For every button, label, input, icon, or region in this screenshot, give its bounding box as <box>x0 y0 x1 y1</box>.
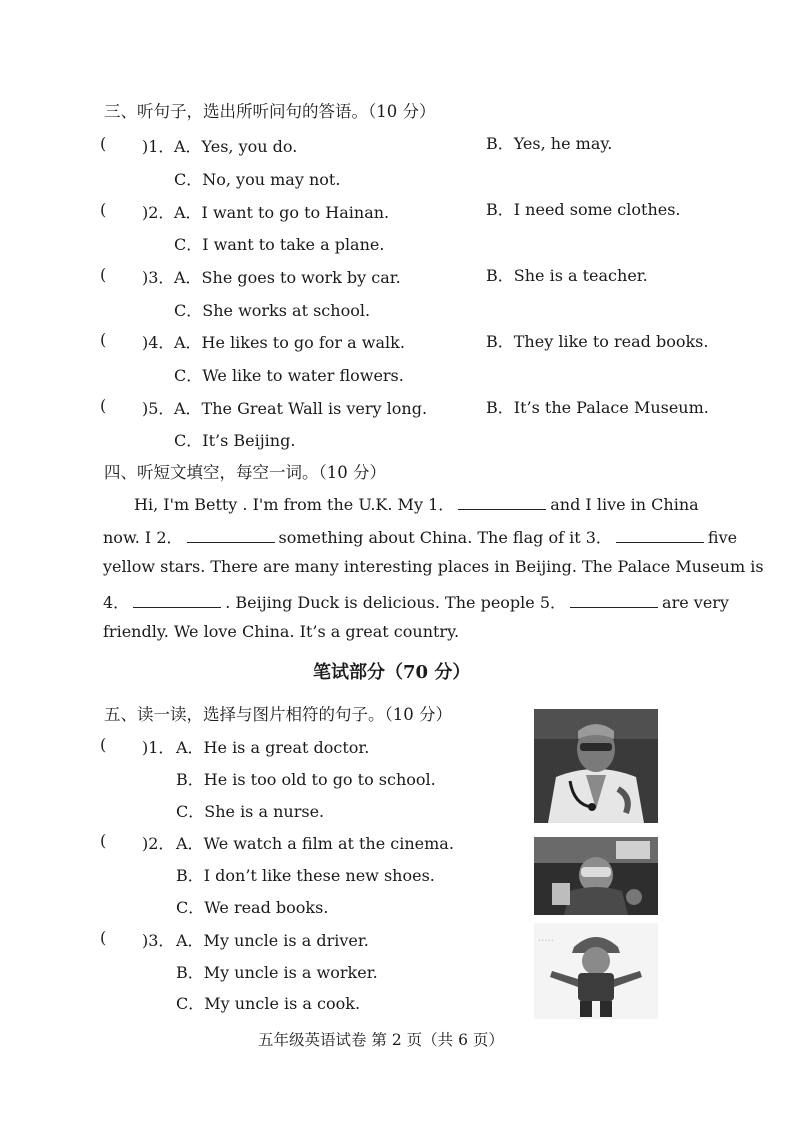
answer-blank-3[interactable] <box>616 528 704 543</box>
option-b: B．She is a teacher. <box>486 266 648 285</box>
option-c: C．It’s Beijing. <box>174 431 296 450</box>
option-c: C．We like to water flowers. <box>174 366 404 385</box>
option-c: C．No, you may not. <box>174 170 341 189</box>
answer-blank-4[interactable] <box>133 593 221 608</box>
option-b: B．I don’t like these new shoes. <box>176 866 435 885</box>
answer-blank-2[interactable] <box>187 528 275 543</box>
question-number: )3． <box>142 931 175 950</box>
svg-text:.....: ..... <box>538 933 554 944</box>
answer-paren: ( <box>100 330 107 349</box>
question-number: )4． <box>142 333 175 352</box>
option-a: A．The Great Wall is very long. <box>174 399 428 418</box>
answer-paren: ( <box>100 134 107 153</box>
option-b: B．It’s the Palace Museum. <box>486 398 709 417</box>
question-number: )2． <box>142 203 175 222</box>
answer-blank-1[interactable] <box>458 495 546 510</box>
passage-line: now. I 2． something about China. The flag of it 3． five <box>103 528 738 547</box>
option-a: A．We watch a film at the cinema. <box>176 834 454 853</box>
worker-picture <box>534 923 658 1019</box>
option-a: A．She goes to work by car. <box>174 268 401 287</box>
question-number: )1． <box>142 738 175 757</box>
option-c: C．My uncle is a cook. <box>176 994 361 1013</box>
written-part-title: 笔试部分（70 分） <box>313 662 471 683</box>
option-c: C．She is a nurse. <box>176 802 325 821</box>
option-b: B．He is too old to go to school. <box>176 770 436 789</box>
question-number: )1． <box>142 137 175 156</box>
passage-line: 4． . Beijing Duck is delicious. The people 5． are very <box>103 593 729 612</box>
passage-line: yellow stars. There are many interesting places in Beijing. The Palace Museum is <box>103 557 764 576</box>
question-number: )2． <box>142 834 175 853</box>
option-a: A．He is a great doctor. <box>176 738 370 757</box>
option-a: A．I want to go to Hainan. <box>174 203 390 222</box>
answer-paren: ( <box>100 265 107 284</box>
answer-blank-5[interactable] <box>570 593 658 608</box>
answer-paren: ( <box>100 831 107 850</box>
option-a: A．He likes to go for a walk. <box>174 333 405 352</box>
option-c: C．We read books. <box>176 898 329 917</box>
doctor-picture <box>534 709 658 823</box>
option-a: A．Yes, you do. <box>174 137 298 156</box>
option-a: A．My uncle is a driver. <box>176 931 369 950</box>
passage-line: Hi, I'm Betty . I'm from the U.K. My 1． and I live in China <box>134 495 699 514</box>
answer-paren: ( <box>100 928 107 947</box>
section5-heading: 五、读一读，选择与图片相符的句子。（10 分） <box>104 705 452 724</box>
cinema-picture <box>534 837 658 915</box>
option-c: C．I want to take a plane. <box>174 235 385 254</box>
option-b: B．I need some clothes. <box>486 200 681 219</box>
section4-heading: 四、听短文填空，每空一词。（10 分） <box>104 463 386 482</box>
option-b: B．My uncle is a worker. <box>176 963 378 982</box>
section3-heading: 三、听句子，选出所听问句的答语。（10 分） <box>104 102 436 121</box>
question-number: )5． <box>142 399 175 418</box>
option-c: C．She works at school. <box>174 301 371 320</box>
page-footer: 五年级英语试卷 第 2 页（共 6 页） <box>258 1031 504 1049</box>
question-number: )3． <box>142 268 175 287</box>
option-b: B．Yes, he may. <box>486 134 613 153</box>
option-b: B．They like to read books. <box>486 332 709 351</box>
answer-paren: ( <box>100 396 107 415</box>
answer-paren: ( <box>100 735 107 754</box>
answer-paren: ( <box>100 200 107 219</box>
passage-line: friendly. We love China. It’s a great country. <box>103 622 460 641</box>
